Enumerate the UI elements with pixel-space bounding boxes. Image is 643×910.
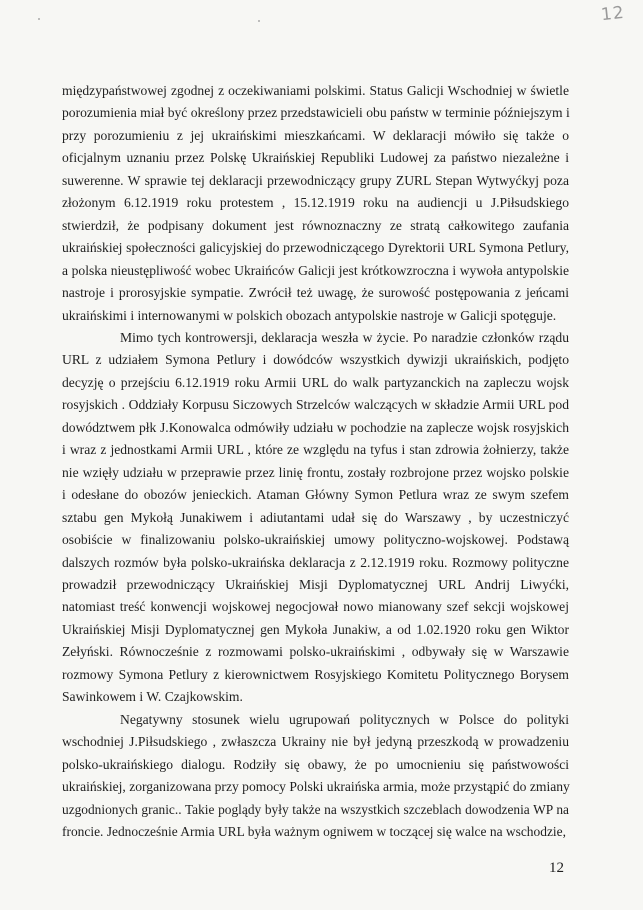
text-line: międzypaństwowej zgodnej z oczekiwaniami polskimi. Status Galicji Wschodniej w świetle [62, 83, 569, 98]
text-line: ukraińskiej społeczności galicyjskiej do przewodniczącego Dyrektorii URL Symona Petlury, [62, 240, 569, 256]
text-line: froncie. Jednocześnie Armia URL była ważnym ogniwem w toczącej się walce na wschodzie, [62, 823, 566, 839]
text-line: polsko-ukraińskiego dialogu. Rodziły się obawy, że po umocnieniu się państwowości [62, 756, 569, 772]
paragraph [62, 80, 569, 327]
text-line: Mimo tych kontrowersji, deklaracja weszła w życie. Po naradzie członków rządu [120, 329, 569, 345]
text-line: stwierdził, że podpisany dokument jest równoznaczny ze stratą całkowitego zaufania [62, 217, 569, 233]
text-line: rosyjskich . Oddziały Korpusu Siczowych Strzelców walczących w składzie Armii URL pod [62, 397, 569, 413]
text-line: i odesłane do obozów jenieckich. Ataman Główny Symon Petlura wraz ze swym szefem [62, 487, 569, 503]
text-line: URL z udziałem Symona Petlury i dowódców wszystkich dywizji ukraińskich, podjęto [62, 352, 569, 368]
text-line: decyzję o przejściu 6.12.1919 roku Armii URL do walk partyzanckich na zapleczu wojsk [62, 374, 569, 390]
text-line: Sawinkowem i W. Czajkowskim. [62, 689, 243, 705]
text-line: oficjalnym uznaniu przez Polskę Ukraińskiej Republiki Ludowej za państwo niezależne i [62, 150, 569, 166]
text-line: Ukraińskiej Misji Dyplomatycznej gen Mykoła Junakiw, a od 1.02.1920 roku gen Wiktor [62, 621, 569, 637]
body-text [62, 80, 569, 843]
text-line: złożonym 6.12.1919 roku protestem , 15.12.1919 roku na audiencji u J.Piłsudskiego [62, 195, 569, 211]
text-line: dalszych rozmów była polsko-ukraińska deklaracja z 2.12.1919 roku. Rozmowy polityczne [62, 554, 569, 570]
page-number: 12 [549, 860, 564, 876]
text-line: ukraińskiej, zorganizowana przy pomocy Polski ukraińska armia, może przystąpić do zmiany [62, 779, 570, 795]
text-line: osobiście w finalizowaniu polsko-ukraińskiej umowy polityczno-wojskowej. Podstawą [62, 532, 569, 548]
scan-speck [258, 20, 260, 22]
text-line: porozumienia miał być określony przez przedstawicieli obu państw w terminie późniejszym i [62, 105, 570, 121]
text-line: nie wzięły udziału w przeprawie przez linię frontu, zostały rozbrojone przez wojsko polskie [62, 464, 569, 480]
text-line: wschodniej J.Piłsudskiego , zwłaszcza Ukrainy nie był jedyną przeszkodą w prowadzeniu [62, 734, 569, 750]
text-line: natomiast treść konwencji wojskowej negocjował nowo mianowany szef sekcji wojskowej [62, 599, 569, 615]
text-line: ukraińskimi i internowanymi w polskich obozach antypolskie nastroje w Galicji spotęguje. [62, 307, 557, 323]
text-line: i wraz z jednostkami Armii URL , które ze względu na tyfus i stan zdrowia żołnierzy, także [62, 442, 569, 458]
text-line: dowództwem płk J.Konowalca odmówiły udziału w pochodzie na zaplecze wojsk rosyjskich [62, 419, 569, 435]
text-line: suwerenne. W sprawie tej deklaracji przewodniczący grupy ZURL Stepan Wytwyćkyj poza [62, 172, 569, 188]
paragraph [62, 327, 569, 709]
text-line: prowadził przewodniczący Ukraińskiej Misji Dyplomatycznej URL Andrij Liwyćki, [62, 576, 569, 592]
paragraph [62, 709, 569, 844]
text-line: Negatywny stosunek wielu ugrupowań politycznych w Polsce do polityki [120, 711, 569, 727]
text-line: uzgodnionych granic.. Takie poglądy były także na wszystkich szczeblach dowodzenia WP na [62, 801, 569, 817]
text-line: sztabu gen Mykołą Junakiwem i adiutantami udał się do Warszawy , by uczestniczyć [62, 509, 569, 525]
text-line: rozmowy Symona Petlury z kierownictwem Rosyjskiego Komitetu Politycznego Borysem [62, 666, 569, 682]
text-line: Zełyński. Równocześnie z rozmowami polsko-ukraińskimi , odbywały się w Warszawie [62, 644, 569, 660]
text-line: przy porozumieniu z jej ukraińskimi mieszkańcami. W deklaracji mówiło się także o [62, 127, 569, 143]
text-line: nastroje i prorosyjskie sympatie. Zwrócił też uwagę, że surowość postępowania z jeńcami [62, 285, 569, 301]
handwritten-page-number: 12 [600, 2, 626, 26]
scan-speck [38, 18, 40, 20]
text-line: a polska nieustępliwość wobec Ukraińców Galicji jest krótkowzroczna i wywoła antypolskie [62, 262, 569, 278]
